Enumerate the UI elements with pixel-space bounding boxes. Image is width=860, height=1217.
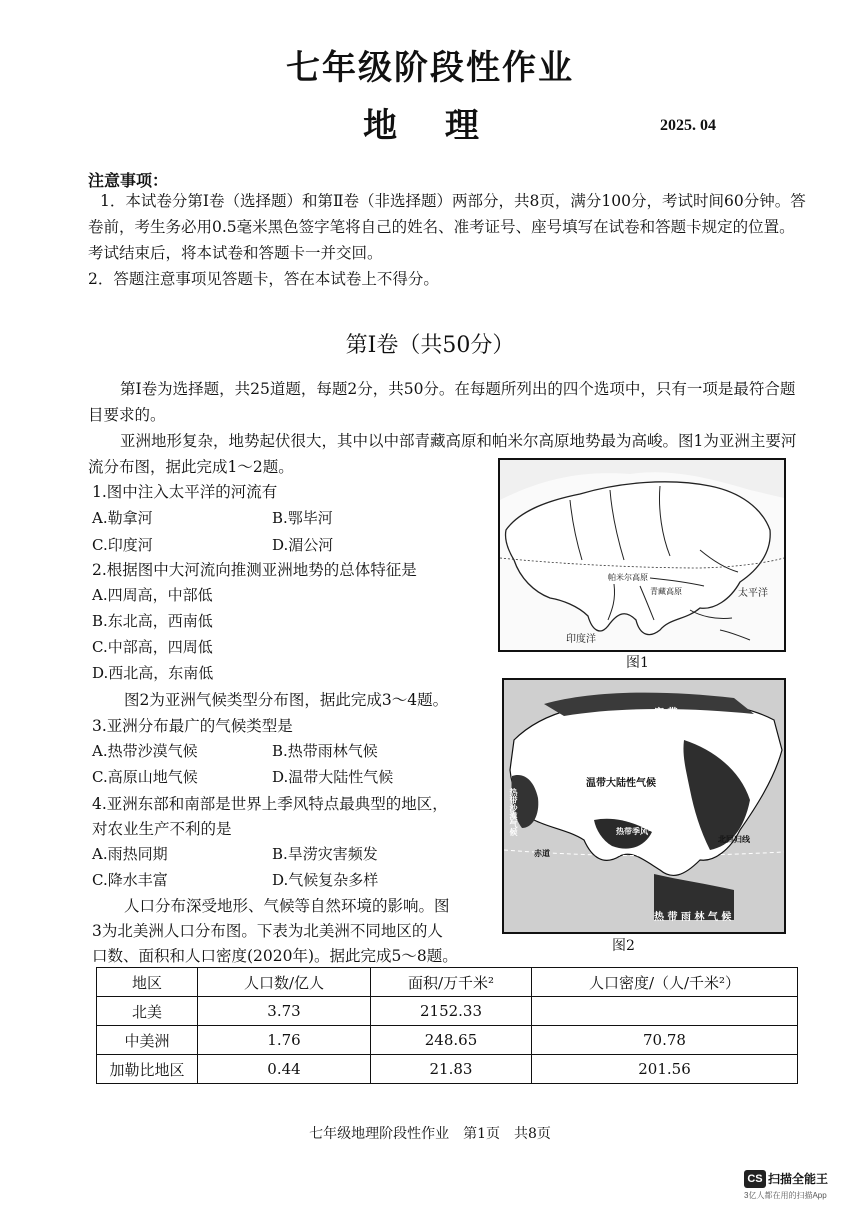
exam-date: 2025. 04	[660, 117, 716, 134]
table-cell: 21.83	[371, 1055, 532, 1084]
question-1-option-c: C.印度河	[92, 536, 153, 554]
table-cell: 中美洲	[97, 1026, 198, 1055]
question-2-option-a: A.四周高，中部低	[92, 586, 213, 604]
watermark-subtitle: 3亿人都在用的扫描App	[744, 1190, 827, 1200]
question-2-stem: 2.根据图中大河流向推测亚洲地势的总体特征是	[92, 561, 417, 579]
population-table	[96, 967, 798, 1084]
question-2-option-c: C.中部高，四周低	[92, 638, 213, 656]
question-3-stem: 3.亚洲分布最广的气候类型是	[92, 717, 293, 735]
question-2-option-d: D.西北高，东南低	[92, 664, 214, 682]
question-4-option-a: A.雨热同期	[92, 845, 168, 863]
question-4-option-c: C.降水丰富	[92, 871, 168, 889]
map1-label-pamir: 帕米尔高原	[608, 573, 648, 582]
question-3-option-c: C.高原山地气候	[92, 768, 198, 786]
table-header-row	[97, 968, 798, 997]
figure-2-climate-map	[502, 678, 786, 934]
river-map-drawing	[500, 460, 784, 650]
camscanner-logo-icon: CS	[744, 1170, 766, 1188]
exam-title: 七年级阶段性作业	[286, 48, 574, 88]
question-1-option-d: D.湄公河	[272, 536, 334, 554]
question-4-stem-line2: 对农业生产不利的是	[92, 820, 232, 838]
table-row	[97, 997, 798, 1026]
table-cell: 北美	[97, 997, 198, 1026]
table-cell: 1.76	[198, 1026, 371, 1055]
map2-label-tropical-rainforest: 热 带 雨 林 气 候	[654, 912, 732, 923]
question-4-stem-line1: 4.亚洲东部和南部是世界上季风特点最典型的地区，	[92, 795, 448, 813]
question-3-option-d: D.温带大陆性气候	[272, 768, 394, 786]
context-q5-8-line3: 口数、面积和人口密度(2020年)。据此完成5～8题。	[92, 947, 458, 965]
context-q3-4: 图2为亚洲气候类型分布图，据此完成3～4题。	[124, 691, 449, 709]
map2-label-equator: 赤道	[534, 849, 550, 858]
question-4-option-b: B.旱涝灾害频发	[272, 845, 378, 863]
notes-item-1: 1．本试卷分第Ⅰ卷（选择题）和第Ⅱ卷（非选择题）两部分，共8页，满分100分，考试时间60分钟。答卷前，考生务必用0.5毫米黑色签字笔将自己的姓名、准考证号、座号填写在试卷和答题卡规定的位置。考试结束后，将本试卷和答题卡一并交回。	[88, 192, 806, 262]
part1-intro: 第Ⅰ卷为选择题，共25道题，每题2分，共50分。在每题所列出的四个选项中，只有一项是最符合题目要求的。	[88, 380, 796, 424]
question-3-option-b: B.热带雨林气候	[272, 742, 378, 760]
scanner-watermark	[744, 1168, 854, 1201]
figure-2-caption: 图2	[612, 938, 635, 954]
figure-1-caption: 图1	[626, 655, 649, 671]
map1-label-pacific: 太平洋	[738, 588, 768, 599]
table-cell: 0.44	[198, 1055, 371, 1084]
table-header-area: 面积/万千米²	[371, 968, 532, 997]
table-cell	[532, 997, 798, 1026]
table-header-population: 人口数/亿人	[198, 968, 371, 997]
part1-heading: 第Ⅰ卷（共50分）	[345, 333, 515, 358]
table-cell: 加勒比地区	[97, 1055, 198, 1084]
table-header-density: 人口密度/（人/千米²）	[532, 968, 798, 997]
context-q5-8-line2: 3为北美洲人口分布图。下表为北美洲不同地区的人	[92, 922, 443, 940]
question-3-option-a: A.热带沙漠气候	[92, 742, 198, 760]
question-4-option-d: D.气候复杂多样	[272, 871, 379, 889]
map1-label-indian-ocean: 印度洋	[566, 634, 596, 645]
table-cell: 201.56	[532, 1055, 798, 1084]
notes-heading: 注意事项：	[88, 171, 169, 190]
question-1-option-a: A.勒拿河	[92, 509, 153, 527]
map2-label-tropical-monsoon: 热带季风气候	[616, 827, 664, 836]
map2-label-temperate-continental: 温带大陆性气候	[586, 778, 656, 789]
table-cell: 70.78	[532, 1026, 798, 1055]
page-footer: 七年级地理阶段性作业 第1页 共8页	[309, 1126, 551, 1142]
context-q1-2: 亚洲地形复杂，地势起伏很大，其中以中部青藏高原和帕米尔高原地势最为高峻。图1为亚洲主要河流分布图，据此完成1～2题。	[88, 432, 797, 476]
question-1-stem: 1.图中注入太平洋的河流有	[92, 483, 278, 501]
table-cell: 248.65	[371, 1026, 532, 1055]
climate-map-drawing	[504, 680, 784, 932]
table-row	[97, 1055, 798, 1084]
notes-item-2: 2．答题注意事项见答题卡，答在本试卷上不得分。	[88, 270, 439, 288]
map1-label-tibet: 青藏高原	[650, 587, 682, 596]
table-header-region: 地区	[97, 968, 198, 997]
question-2-option-b: B.东北高，西南低	[92, 612, 213, 630]
map2-label-tropical-desert: 热带沙漠气候	[509, 788, 518, 836]
map2-label-cold-zone: 寒 带	[654, 708, 678, 719]
table-cell: 3.73	[198, 997, 371, 1026]
exam-subject: 地 理	[363, 106, 497, 146]
watermark-name: 扫描全能王	[768, 1172, 829, 1186]
table-row	[97, 1026, 798, 1055]
table-cell: 2152.33	[371, 997, 532, 1026]
context-q5-8-line1: 人口分布深受地形、气候等自然环境的影响。图	[124, 897, 450, 915]
map2-label-tropic-of-cancer: 北回归线	[718, 835, 750, 844]
question-1-option-b: B.鄂毕河	[272, 509, 333, 527]
figure-1-river-map	[498, 458, 786, 652]
